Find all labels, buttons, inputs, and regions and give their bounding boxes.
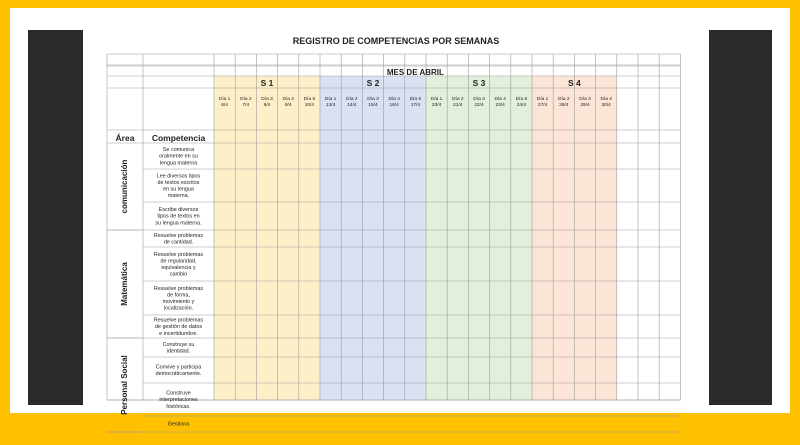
competencia-text: Resuelve problemas — [153, 285, 204, 292]
week-band-3 — [426, 76, 532, 400]
day-label: Día 5 — [409, 97, 422, 102]
week-label-1: S 1 — [260, 78, 274, 88]
competencia-text: de cantidad. — [163, 239, 194, 246]
competency-table — [83, 30, 709, 428]
day-label: Día 3 — [367, 97, 379, 102]
day-label: Día 4 — [282, 97, 294, 102]
month-label: MES DE ABRIL — [386, 68, 444, 77]
day-date: 27/4 — [537, 103, 548, 108]
day-date: 28/4 — [559, 103, 569, 108]
area-name-3: Personal Social — [120, 355, 130, 415]
competencia-text: democráticamente. — [155, 371, 202, 377]
day-date: 13/4 — [325, 103, 336, 108]
day-label: Día 5 — [515, 97, 528, 102]
competencia-text: Escribe diversos — [158, 207, 199, 214]
week-band-2 — [320, 76, 426, 400]
competencia-text: Resuelve problemas — [153, 232, 204, 239]
competencia-text: localización. — [163, 305, 194, 312]
day-label: Día 1 — [536, 97, 549, 102]
day-label: Día 3 — [579, 97, 591, 102]
day-label: Día 2 — [346, 97, 358, 102]
day-date: 14/4 — [347, 103, 357, 108]
competencia-text: Resuelve problemas — [153, 251, 204, 258]
competencia-text: Construye su — [162, 341, 195, 348]
day-label: Día 3 — [261, 97, 273, 102]
week-band-1 — [214, 76, 320, 400]
competencia-text: interpretaciones — [159, 397, 198, 404]
competencia-text: lengua materna — [159, 160, 198, 167]
competencia-text: oralmente en su — [159, 153, 198, 160]
day-date: 10/4 — [304, 103, 315, 108]
competencia-text: de regularidad, — [160, 258, 197, 265]
area-name-2: Matemática — [120, 262, 130, 306]
day-label: Día 2 — [452, 97, 464, 102]
day-date: 23/4 — [495, 103, 505, 108]
area-header: Área — [115, 133, 135, 143]
competencia-text: Se comunica — [162, 147, 195, 154]
day-date: 8/4 — [263, 103, 271, 108]
competencia-text: cambio — [169, 271, 188, 278]
area-name-1: comunicación — [120, 159, 130, 214]
competencia-text: de forma, — [167, 292, 190, 299]
day-date: 6/4 — [221, 103, 228, 108]
week-label-2: S 2 — [366, 78, 380, 88]
day-date: 9/4 — [284, 103, 292, 108]
page-title: REGISTRO DE COMPETENCIAS POR SEMANAS — [292, 36, 500, 46]
day-date: 16/4 — [389, 103, 399, 108]
day-label: Día 4 — [600, 97, 612, 102]
day-date: 22/4 — [474, 103, 484, 108]
competencia-text: tipos de textos en — [157, 213, 200, 220]
competencia-text: de textos escritos — [157, 179, 200, 186]
competencia-text: en su lengua — [163, 186, 194, 193]
competencia-text: Construye — [166, 390, 191, 397]
competencia-text: Lee diversos tipos — [156, 173, 201, 180]
day-label: Día 4 — [388, 97, 400, 102]
week-label-4: S 4 — [568, 78, 581, 88]
day-date: 24/4 — [516, 103, 527, 108]
worksheet — [83, 30, 709, 428]
day-date: 17/4 — [410, 103, 421, 108]
competencia-text: su lengua materna. — [155, 220, 202, 227]
day-label: Día 1 — [218, 97, 231, 102]
day-label: Día 4 — [494, 97, 506, 102]
week-label-3: S 3 — [472, 78, 486, 88]
competencia-text: identidad. — [166, 348, 191, 355]
day-date: 21/4 — [453, 103, 463, 108]
competencia-text: movimiento y — [162, 299, 195, 305]
competencia-text: Convive y participa — [155, 364, 202, 371]
competencia-text: de gestión de datos — [154, 324, 203, 331]
competencia-text: e incertidumbre. — [159, 330, 198, 337]
competencia-text: materna. — [167, 193, 190, 200]
day-label: Día 2 — [240, 97, 252, 102]
day-date: 15/4 — [368, 103, 378, 108]
day-label: Día 5 — [303, 97, 316, 102]
competencia-text: Resuelve problemas — [153, 317, 204, 324]
competencia-text: equivalencia y — [161, 265, 196, 271]
competencia-text: Gestiona — [167, 421, 190, 428]
day-date: 30/4 — [601, 103, 611, 108]
day-label: Día 1 — [430, 97, 443, 102]
day-label: Día 2 — [558, 97, 570, 102]
day-date: 20/4 — [431, 103, 442, 108]
competencia-text: históricas. — [166, 403, 191, 410]
day-label: Día 3 — [473, 97, 485, 102]
day-date: 29/4 — [580, 103, 590, 108]
competencia-header: Competencia — [151, 133, 206, 143]
day-label: Día 1 — [324, 97, 337, 102]
day-date: 7/4 — [242, 103, 250, 108]
